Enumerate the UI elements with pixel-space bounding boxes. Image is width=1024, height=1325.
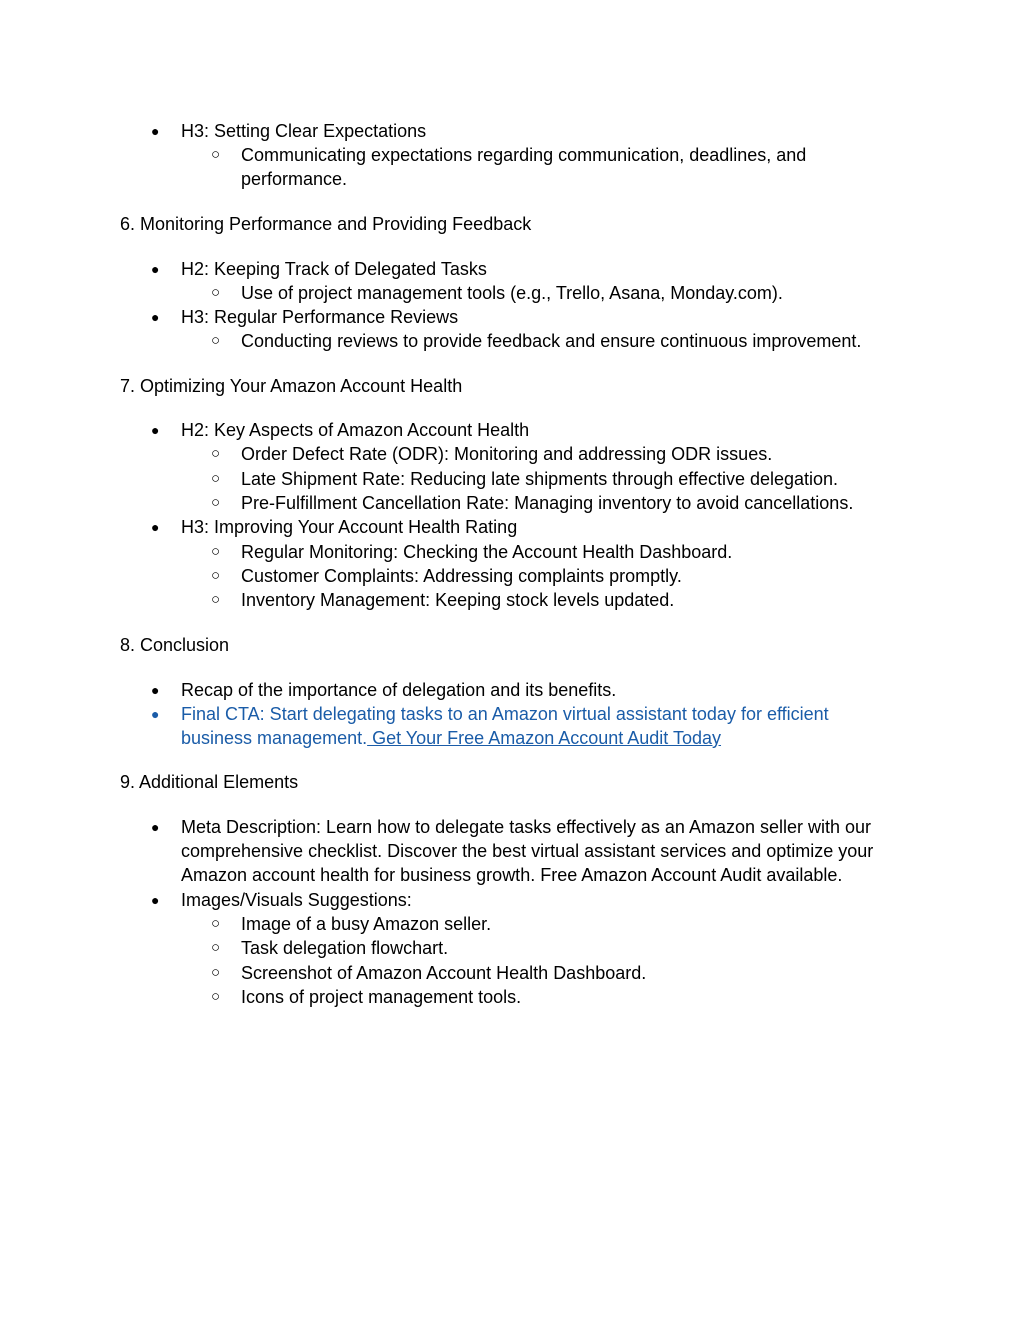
list-item-h2-tracking: H2: Keeping Track of Delegated Tasks (181, 259, 487, 279)
list-item-images: Images/Visuals Suggestions: (181, 890, 412, 910)
section-7-heading: 7. Optimizing Your Amazon Account Health (120, 376, 463, 396)
sub-item-monitoring: Regular Monitoring: Checking the Account Health Dashboard. (241, 542, 733, 562)
sub-item-cancellation: Pre-Fulfillment Cancellation Rate: Managing inventory to avoid cancellations. (241, 493, 854, 513)
sub-item-image-seller: Image of a busy Amazon seller. (241, 914, 492, 934)
section-8-heading: 8. Conclusion (120, 635, 230, 655)
list-item-h3-expectations: H3: Setting Clear Expectations (181, 121, 427, 141)
sub-bullet-icon: ○ (211, 494, 221, 511)
final-cta-text: business management. (181, 728, 368, 748)
sub-item-complaints: Customer Complaints: Addressing complaints promptly. (241, 566, 682, 586)
sub-item-late-shipment: Late Shipment Rate: Reducing late shipments through effective delegation. (241, 469, 839, 489)
list-item-meta-line1: Meta Description: Learn how to delegate tasks effectively as an Amazon seller with our (181, 817, 872, 837)
section-6-heading: 6. Monitoring Performance and Providing Feedback (120, 214, 532, 234)
bullet-icon: ● (151, 519, 160, 535)
sub-bullet-icon: ○ (211, 470, 221, 487)
list-item-h3-improving: H3: Improving Your Account Health Rating (181, 517, 518, 537)
section-9-heading: 9. Additional Elements (120, 772, 299, 792)
sub-bullet-icon: ○ (211, 445, 221, 462)
bullet-icon: ● (151, 123, 160, 139)
sub-item-pm-icons: Icons of project management tools. (241, 987, 522, 1007)
sub-item-expectations-line1: Communicating expectations regarding communication, deadlines, and (241, 145, 807, 165)
bullet-icon: ● (151, 819, 160, 835)
bullet-icon: ● (151, 261, 160, 277)
sub-item-flowchart: Task delegation flowchart. (241, 938, 449, 958)
bullet-icon: ● (151, 682, 160, 698)
sub-item-reviews: Conducting reviews to provide feedback and ensure continuous improvement. (241, 331, 862, 351)
sub-bullet-icon: ○ (211, 915, 221, 932)
bullet-icon: ● (151, 309, 160, 325)
list-item-meta-line3: Amazon account health for business growth. Free Amazon Account Audit available. (181, 865, 843, 885)
list-item-h2-key-aspects: H2: Key Aspects of Amazon Account Health (181, 420, 530, 440)
list-item-final-cta-line1: Final CTA: Start delegating tasks to an Amazon virtual assistant today for efficient (181, 704, 829, 724)
final-cta-line2 (181, 726, 721, 750)
sub-bullet-icon: ○ (211, 146, 221, 163)
sub-item-expectations-line2: performance. (241, 169, 348, 189)
sub-bullet-icon: ○ (211, 591, 221, 608)
bullet-icon: ● (151, 706, 160, 722)
sub-bullet-icon: ○ (211, 988, 221, 1005)
sub-bullet-icon: ○ (211, 939, 221, 956)
sub-item-odr: Order Defect Rate (ODR): Monitoring and addressing ODR issues. (241, 444, 773, 464)
sub-bullet-icon: ○ (211, 284, 221, 301)
sub-bullet-icon: ○ (211, 332, 221, 349)
list-item-meta-line2: comprehensive checklist. Discover the best virtual assistant services and optimize your (181, 841, 874, 861)
list-item-recap: Recap of the importance of delegation and its benefits. (181, 680, 617, 700)
free-audit-link[interactable]: Get Your Free Amazon Account Audit Today (367, 728, 722, 748)
bullet-icon: ● (151, 422, 160, 438)
sub-bullet-icon: ○ (211, 543, 221, 560)
sub-bullet-icon: ○ (211, 567, 221, 584)
sub-item-dashboard-screenshot: Screenshot of Amazon Account Health Dashboard. (241, 963, 647, 983)
sub-bullet-icon: ○ (211, 964, 221, 981)
bullet-icon: ● (151, 892, 160, 908)
sub-item-pm-tools: Use of project management tools (e.g., Trello, Asana, Monday.com). (241, 283, 783, 303)
list-item-h3-reviews: H3: Regular Performance Reviews (181, 307, 459, 327)
sub-item-inventory: Inventory Management: Keeping stock levels updated. (241, 590, 675, 610)
